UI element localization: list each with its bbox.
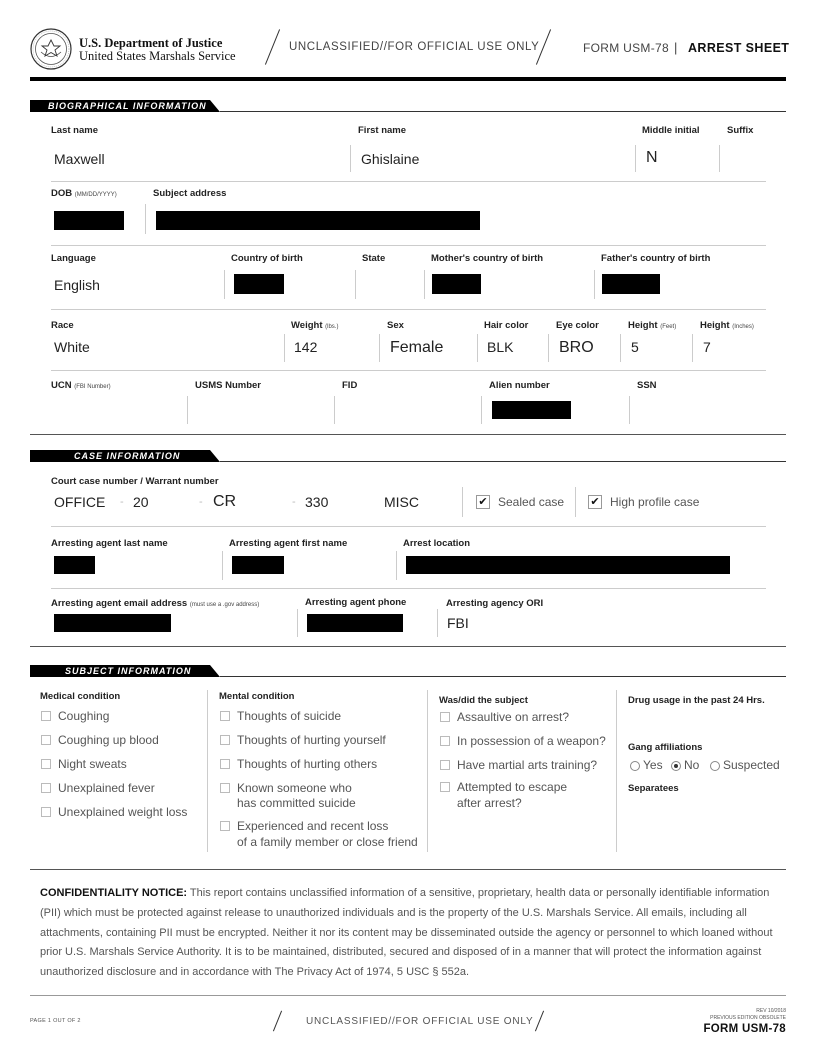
notice-heading: CONFIDENTIALITY NOTICE: bbox=[40, 887, 188, 899]
was-subject-title: Was/did the subject bbox=[439, 695, 528, 706]
ssn-label: SSN bbox=[637, 380, 657, 391]
sealed-case-label: Sealed case bbox=[498, 495, 565, 509]
high-profile-checkbox[interactable]: ✔ bbox=[588, 495, 602, 509]
coughing-checkbox[interactable] bbox=[41, 711, 51, 721]
agent-phone-label: Arresting agent phone bbox=[305, 597, 407, 608]
agent-last-name-redacted bbox=[54, 556, 95, 574]
agent-first-name-label: Arresting agent first name bbox=[229, 538, 348, 549]
night-sweats-label: Night sweats bbox=[58, 757, 127, 771]
footer-page: PAGE 1 OUT OF 2 bbox=[30, 1018, 81, 1024]
gang-no-radio[interactable] bbox=[671, 761, 681, 771]
known-suicide-label-2: has committed suicide bbox=[237, 796, 356, 810]
footer-form-number: FORM USM-78 bbox=[703, 1023, 786, 1035]
assaultive-checkbox[interactable] bbox=[440, 712, 450, 722]
usms-number-label: USMS Number bbox=[195, 380, 261, 391]
agency-line-1: U.S. Department of Justice bbox=[79, 36, 223, 50]
height-feet-hint: (Feet) bbox=[660, 324, 677, 330]
sealed-case-checkbox[interactable]: ✔ bbox=[476, 495, 490, 509]
weight-label-text: Weight bbox=[291, 320, 323, 331]
hair-color-label: Hair color bbox=[484, 320, 529, 331]
weapon-checkbox[interactable] bbox=[440, 736, 450, 746]
agent-email-redacted bbox=[54, 614, 171, 632]
suicide-thoughts-label: Thoughts of suicide bbox=[237, 709, 342, 723]
agent-phone-redacted bbox=[307, 614, 403, 632]
fid-label: FID bbox=[342, 380, 358, 391]
agent-email-label bbox=[51, 598, 259, 609]
known-suicide-label-1: Known someone who bbox=[237, 781, 352, 795]
alien-number-label: Alien number bbox=[489, 380, 550, 391]
footer-slash-left bbox=[273, 1011, 282, 1032]
case-number-field[interactable]: 330 bbox=[305, 494, 329, 510]
suffix-label: Suffix bbox=[727, 125, 754, 136]
gang-affiliations-title: Gang affiliations bbox=[628, 742, 703, 753]
notice-body: This report contains unclassified information of a sensitive, proprietary, health data or personally identifiable information (PII) which must be protected against release to unauthorized individuals and is the property of the U.S. Marshals Service. All emails, including all attachments, containing PII must be encrypted. Neither it nor its content may be disseminated outside the agency or personnel to which loaned without prior U.S. Marshals Service Authority. It is to be maintained, distributed, secured and disposed of in a manner that will protect the information against unauthorized disclosure and in accordance with The Privacy Act of 1974, 5 USC § 552a. bbox=[40, 887, 773, 979]
last-name-label: Last name bbox=[51, 125, 98, 136]
header-slash-left bbox=[265, 29, 280, 65]
height-inches-hint: (Inches) bbox=[732, 324, 754, 330]
language-field[interactable]: English bbox=[54, 277, 100, 293]
gang-suspected-label: Suspected bbox=[723, 758, 780, 772]
coughing-blood-checkbox[interactable] bbox=[41, 735, 51, 745]
usms-seal-icon bbox=[30, 28, 72, 70]
ucn-hint: (FBI Number) bbox=[74, 384, 111, 390]
ucn-label-text: UCN bbox=[51, 380, 72, 391]
fathers-country-label: Father's country of birth bbox=[601, 253, 711, 264]
gang-yes-label: Yes bbox=[643, 758, 663, 772]
last-name-field[interactable]: Maxwell bbox=[54, 151, 105, 167]
alien-number-redacted bbox=[492, 401, 571, 419]
dob-hint: (MM/DD/YYYY) bbox=[74, 192, 117, 198]
hurting-others-label: Thoughts of hurting others bbox=[237, 757, 378, 771]
case-header-rule bbox=[220, 461, 786, 462]
hurting-yourself-checkbox[interactable] bbox=[220, 735, 230, 745]
case-year-field[interactable]: 20 bbox=[133, 494, 149, 510]
case-dash-2: - bbox=[199, 496, 203, 508]
agency-ori-field[interactable]: FBI bbox=[447, 615, 469, 631]
first-name-label: First name bbox=[358, 125, 407, 136]
header-form-number: FORM USM-78 bbox=[583, 41, 669, 55]
agent-first-name-redacted bbox=[232, 556, 284, 574]
escape-checkbox[interactable] bbox=[440, 782, 450, 792]
header-rule bbox=[30, 77, 786, 81]
ucn-label bbox=[51, 380, 111, 391]
high-profile-label: High profile case bbox=[610, 495, 700, 509]
confidentiality-notice bbox=[40, 884, 780, 983]
height-inches-label-text: Height bbox=[700, 320, 730, 331]
hair-color-field[interactable]: BLK bbox=[487, 339, 514, 355]
separatees-title: Separatees bbox=[628, 783, 679, 794]
medical-condition-title: Medical condition bbox=[40, 691, 121, 702]
sex-label: Sex bbox=[387, 320, 404, 331]
gang-yes-radio[interactable] bbox=[630, 761, 640, 771]
footer-previous-edition: PREVIOUS EDITION OBSOLETE bbox=[710, 1015, 786, 1021]
recent-loss-label-2: of a family member or close friend bbox=[237, 835, 418, 849]
first-name-field[interactable]: Ghislaine bbox=[361, 151, 420, 167]
escape-label-1: Attempted to escape bbox=[457, 780, 568, 794]
weight-loss-label: Unexplained weight loss bbox=[58, 805, 188, 819]
coughing-label: Coughing bbox=[58, 709, 110, 723]
height-feet-field[interactable]: 5 bbox=[631, 339, 639, 355]
agent-last-name-label: Arresting agent last name bbox=[51, 538, 168, 549]
weight-loss-checkbox[interactable] bbox=[41, 807, 51, 817]
hurting-yourself-label: Thoughts of hurting yourself bbox=[237, 733, 386, 747]
subject-address-redacted bbox=[156, 211, 480, 230]
country-of-birth-label: Country of birth bbox=[231, 253, 303, 264]
night-sweats-checkbox[interactable] bbox=[41, 759, 51, 769]
eye-color-field[interactable]: BRO bbox=[559, 339, 594, 356]
agency-line-2: United States Marshals Service bbox=[79, 49, 236, 63]
footer-classification: UNCLASSIFIED//FOR OFFICIAL USE ONLY bbox=[306, 1016, 534, 1027]
height-inches-label bbox=[700, 320, 754, 331]
unexplained-fever-checkbox[interactable] bbox=[41, 783, 51, 793]
sex-field[interactable]: Female bbox=[390, 339, 444, 356]
height-feet-label bbox=[628, 320, 676, 331]
fathers-country-redacted bbox=[602, 274, 660, 294]
footer-rev: REV 10/2018 bbox=[756, 1008, 786, 1014]
court-case-label: Court case number / Warrant number bbox=[51, 476, 219, 487]
escape-label-2: after arrest? bbox=[457, 796, 522, 810]
header-separator: | bbox=[674, 40, 678, 55]
assaultive-label: Assaultive on arrest? bbox=[457, 710, 570, 724]
agent-email-hint: (must use a .gov address) bbox=[189, 602, 260, 608]
agent-email-label-text: Arresting agent email address bbox=[51, 598, 188, 609]
weapon-label: In possession of a weapon? bbox=[457, 734, 606, 748]
arrest-location-redacted bbox=[406, 556, 730, 574]
gang-suspected-radio[interactable] bbox=[710, 761, 720, 771]
unexplained-fever-label: Unexplained fever bbox=[58, 781, 155, 795]
language-label: Language bbox=[51, 253, 96, 264]
mothers-country-label: Mother's country of birth bbox=[431, 253, 544, 264]
country-of-birth-redacted bbox=[234, 274, 284, 294]
footer-slash-right bbox=[535, 1011, 544, 1032]
subject-section-header: SUBJECT INFORMATION bbox=[30, 665, 210, 677]
gang-no-label: No bbox=[684, 758, 700, 772]
case-dash-1: - bbox=[120, 496, 124, 508]
weight-label bbox=[291, 320, 338, 331]
dob-label bbox=[51, 188, 117, 199]
recent-loss-checkbox[interactable] bbox=[220, 821, 230, 831]
mothers-country-redacted bbox=[432, 274, 481, 294]
subject-header-rule bbox=[220, 676, 786, 677]
drug-usage-title: Drug usage in the past 24 Hrs. bbox=[628, 695, 765, 706]
agency-ori-label: Arresting agency ORI bbox=[446, 598, 544, 609]
state-label: State bbox=[362, 253, 386, 264]
header-classification: UNCLASSIFIED//FOR OFFICIAL USE ONLY bbox=[289, 41, 540, 53]
subject-address-label: Subject address bbox=[153, 188, 227, 199]
header-form-title: ARREST SHEET bbox=[688, 41, 790, 55]
weight-hint: (lbs.) bbox=[325, 324, 339, 330]
hurting-others-checkbox[interactable] bbox=[220, 759, 230, 769]
suicide-thoughts-checkbox[interactable] bbox=[220, 711, 230, 721]
weight-field[interactable]: 142 bbox=[294, 339, 318, 355]
dob-redacted bbox=[54, 211, 124, 230]
dob-label-text: DOB bbox=[51, 188, 73, 199]
race-field[interactable]: White bbox=[54, 339, 90, 355]
coughing-blood-label: Coughing up blood bbox=[58, 733, 159, 747]
recent-loss-label-1: Experienced and recent loss bbox=[237, 819, 389, 833]
biographical-header-rule bbox=[220, 111, 786, 112]
case-section-header: CASE INFORMATION bbox=[30, 450, 210, 462]
mental-condition-title: Mental condition bbox=[219, 691, 295, 702]
middle-initial-field[interactable]: N bbox=[646, 149, 658, 166]
case-misc-field[interactable]: MISC bbox=[384, 494, 419, 510]
biographical-section-header: BIOGRAPHICAL INFORMATION bbox=[30, 100, 210, 112]
arrest-location-label: Arrest location bbox=[403, 538, 471, 549]
martial-arts-label: Have martial arts training? bbox=[457, 758, 598, 772]
case-type-field[interactable]: CR bbox=[213, 493, 237, 510]
race-label: Race bbox=[51, 320, 74, 331]
eye-color-label: Eye color bbox=[556, 320, 599, 331]
martial-arts-checkbox[interactable] bbox=[440, 760, 450, 770]
case-office-field[interactable]: OFFICE bbox=[54, 494, 106, 510]
middle-initial-label: Middle initial bbox=[642, 125, 700, 136]
height-feet-label-text: Height bbox=[628, 320, 658, 331]
known-suicide-checkbox[interactable] bbox=[220, 783, 230, 793]
height-inches-field[interactable]: 7 bbox=[703, 339, 711, 355]
case-dash-3: - bbox=[292, 496, 296, 508]
